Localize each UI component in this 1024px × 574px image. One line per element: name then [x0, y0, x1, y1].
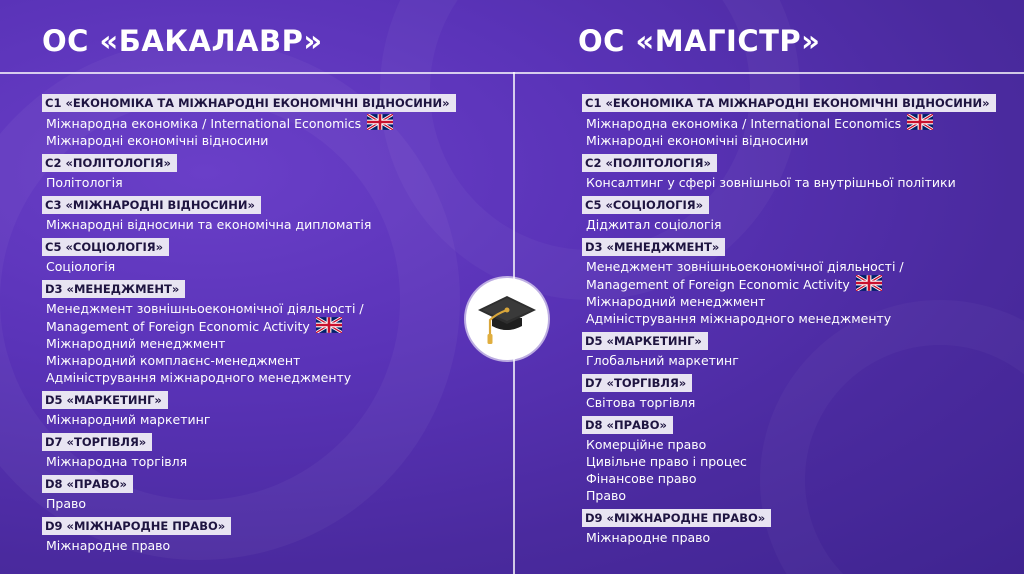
section-header: D3 «МЕНЕДЖМЕНТ»	[582, 238, 725, 256]
program-item-label: Адміністрування міжнародного менеджменту	[46, 370, 352, 385]
program-item	[582, 453, 1022, 470]
section-header: D9 «МІЖНАРОДНЕ ПРАВО»	[42, 517, 231, 535]
program-item-label: Політологія	[46, 175, 123, 190]
program-item-label: Міжнародні економічні відносини	[586, 133, 809, 148]
uk-flag-icon	[907, 114, 933, 130]
program-item-label: Комерційне право	[586, 437, 707, 452]
program-section	[582, 152, 1022, 191]
program-item	[42, 369, 502, 386]
section-header: D7 «ТОРГІВЛЯ»	[582, 374, 692, 392]
program-item	[582, 470, 1022, 487]
program-item	[582, 293, 1022, 310]
section-header: С5 «СОЦІОЛОГІЯ»	[582, 196, 709, 214]
program-item	[582, 174, 1022, 191]
program-item-label: Міжнародний менеджмент	[586, 294, 766, 309]
program-section	[42, 515, 502, 554]
section-header: D8 «ПРАВО»	[42, 475, 133, 493]
program-item	[582, 310, 1022, 327]
program-item	[582, 216, 1022, 233]
program-item-label: Цивільне право і процес	[586, 454, 747, 469]
program-item-label: Консалтинг у сфері зовнішньої та внутрішньої політики	[586, 175, 956, 190]
program-item-label: Міжнародне право	[586, 530, 711, 545]
program-item	[42, 352, 502, 369]
uk-flag-icon	[316, 317, 342, 333]
program-item-label: Міжнародне право	[46, 538, 171, 553]
bachelor-programs-list	[42, 92, 502, 557]
program-section	[582, 507, 1022, 546]
program-item-label: Міжнародні відносини та економічна дипломатія	[46, 217, 372, 232]
program-item-label: Management of Foreign Economic Activity	[586, 277, 850, 292]
program-section	[42, 278, 502, 386]
program-section	[42, 389, 502, 428]
program-item-label: Фінансове право	[586, 471, 697, 486]
program-item	[42, 258, 502, 275]
program-item-label: Management of Foreign Economic Activity	[46, 319, 310, 334]
section-header: С1 «ЕКОНОМІКА ТА МІЖНАРОДНІ ЕКОНОМІЧНІ ВІДНОСИНИ»	[42, 94, 456, 112]
program-section	[42, 236, 502, 275]
program-item-label: Міжнародні економічні відносини	[46, 133, 269, 148]
graduation-cap-icon	[466, 278, 548, 360]
program-item	[42, 114, 502, 132]
program-item	[582, 275, 1022, 293]
program-item-label: Міжнародний маркетинг	[46, 412, 211, 427]
uk-flag-icon	[856, 275, 882, 291]
bachelor-title: ОС «БАКАЛАВР»	[42, 24, 323, 58]
section-header: С1 «ЕКОНОМІКА ТА МІЖНАРОДНІ ЕКОНОМІЧНІ ВІДНОСИНИ»	[582, 94, 996, 112]
program-section	[582, 330, 1022, 369]
program-item-label: Право	[586, 488, 627, 503]
section-header: С3 «МІЖНАРОДНІ ВІДНОСИНИ»	[42, 196, 261, 214]
section-header: D3 «МЕНЕДЖМЕНТ»	[42, 280, 185, 298]
program-item	[42, 335, 502, 352]
horizontal-divider	[0, 72, 1024, 74]
program-item-label: Адміністрування міжнародного менеджменту	[586, 311, 892, 326]
master-title: ОС «МАГІСТР»	[578, 24, 821, 58]
program-item	[582, 352, 1022, 369]
program-section	[582, 194, 1022, 233]
program-item-label: Менеджмент зовнішньоекономічної діяльності /	[46, 301, 364, 316]
program-section	[582, 372, 1022, 411]
program-item-label: Міжнародна торгівля	[46, 454, 188, 469]
program-item	[582, 529, 1022, 546]
program-item-label: Міжнародна економіка / International Economics	[586, 116, 902, 131]
program-section	[42, 473, 502, 512]
section-header: С5 «СОЦІОЛОГІЯ»	[42, 238, 169, 256]
program-item	[42, 453, 502, 470]
program-item	[42, 411, 502, 428]
program-item	[42, 174, 502, 191]
section-header: D7 «ТОРГІВЛЯ»	[42, 433, 152, 451]
program-item	[42, 317, 502, 335]
program-item	[42, 216, 502, 233]
program-item-label: Діджитал соціологія	[586, 217, 722, 232]
program-item	[582, 114, 1022, 132]
program-section	[42, 152, 502, 191]
program-section	[582, 414, 1022, 504]
program-item	[582, 258, 1022, 275]
program-item-label: Міжнародний менеджмент	[46, 336, 226, 351]
program-item	[582, 394, 1022, 411]
program-item-label: Менеджмент зовнішньоекономічної діяльності /	[586, 259, 904, 274]
program-item	[42, 300, 502, 317]
program-item-label: Право	[46, 496, 87, 511]
program-item-label: Соціологія	[46, 259, 116, 274]
program-item	[582, 487, 1022, 504]
section-header: D5 «МАРКЕТИНГ»	[42, 391, 168, 409]
program-section	[42, 431, 502, 470]
program-item-label: Міжнародний комплаєнс-менеджмент	[46, 353, 301, 368]
program-item	[42, 495, 502, 512]
section-header: D5 «МАРКЕТИНГ»	[582, 332, 708, 350]
program-section	[42, 92, 502, 149]
program-item	[42, 537, 502, 554]
section-header: D9 «МІЖНАРОДНЕ ПРАВО»	[582, 509, 771, 527]
program-section	[582, 236, 1022, 327]
program-item	[582, 436, 1022, 453]
section-header: С2 «ПОЛІТОЛОГІЯ»	[42, 154, 177, 172]
program-item	[42, 132, 502, 149]
program-item-label: Глобальний маркетинг	[586, 353, 739, 368]
program-item-label: Міжнародна економіка / International Economics	[46, 116, 362, 131]
program-item-label: Світова торгівля	[586, 395, 696, 410]
program-item	[582, 132, 1022, 149]
uk-flag-icon	[367, 114, 393, 130]
section-header: С2 «ПОЛІТОЛОГІЯ»	[582, 154, 717, 172]
section-header: D8 «ПРАВО»	[582, 416, 673, 434]
program-section	[42, 194, 502, 233]
master-programs-list	[582, 92, 1022, 549]
program-section	[582, 92, 1022, 149]
